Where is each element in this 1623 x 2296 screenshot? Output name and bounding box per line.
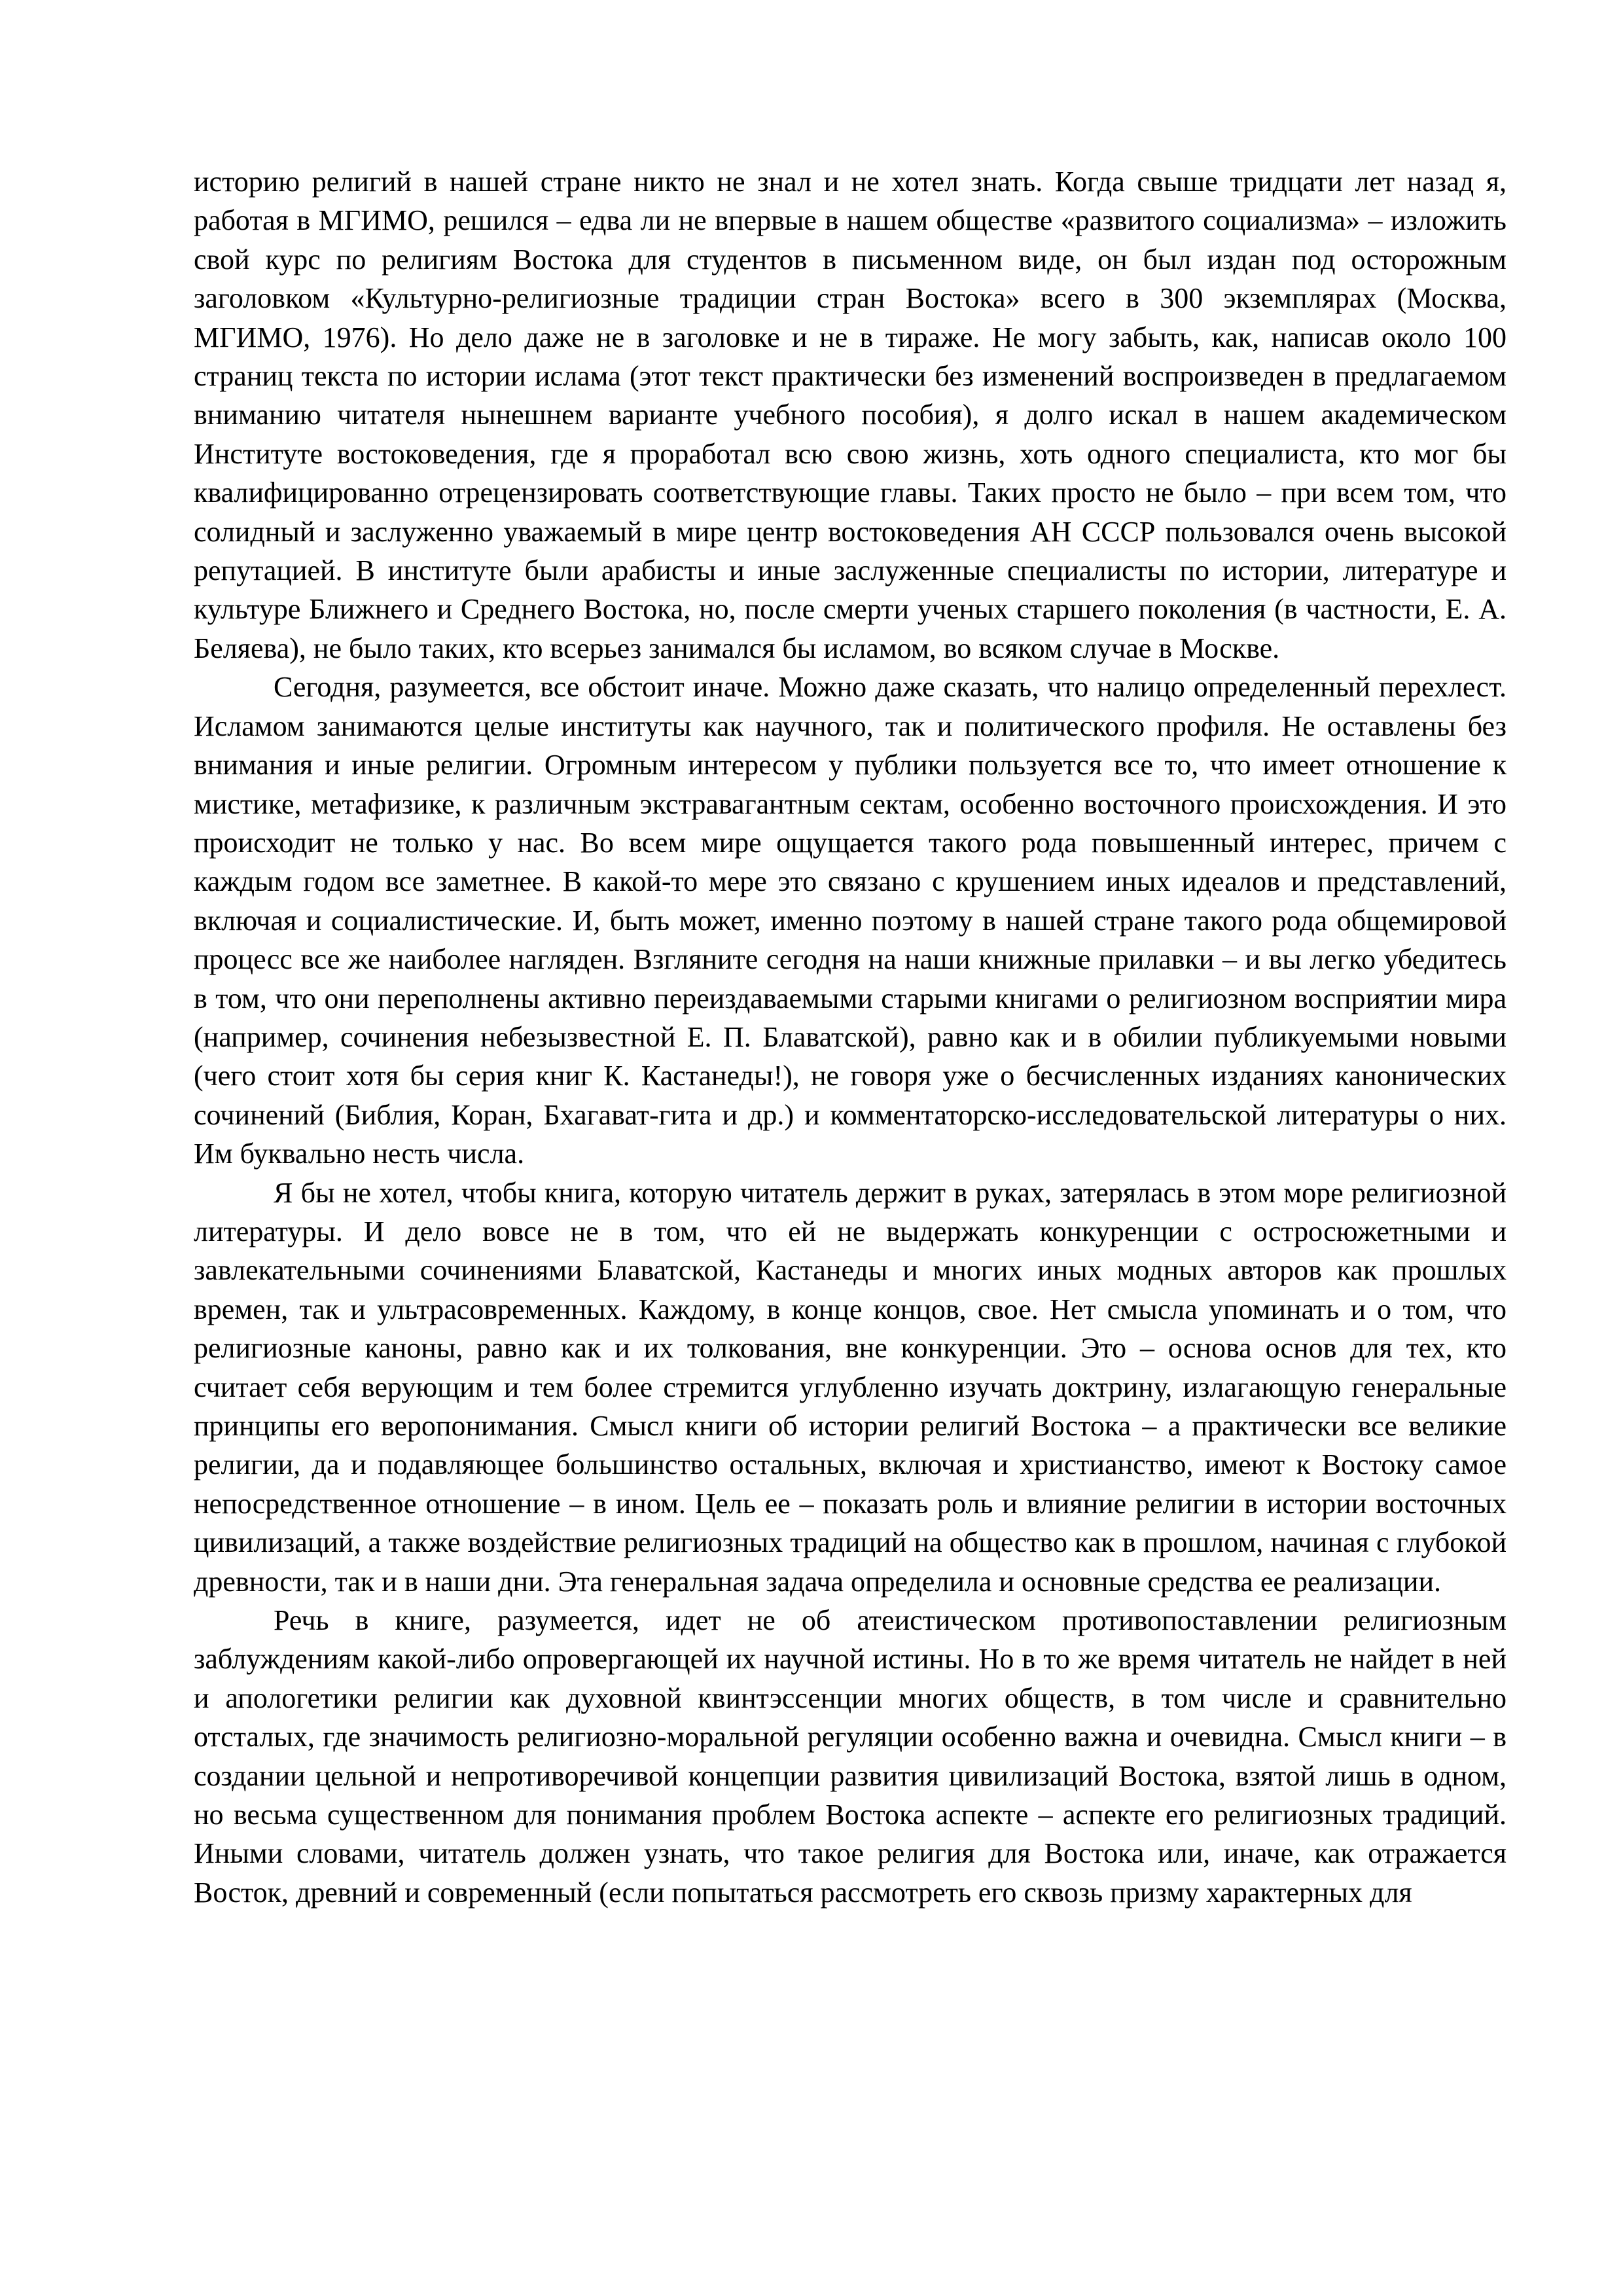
document-page [194,162,1507,1912]
paragraph-3: Я бы не хотел, чтобы книга, которую читатель держит в руках, затерялась в этом море религиозной литературы. И дело вовсе не в том, что ей не выдержать конкуренции с остросюжетными и завлекательными сочинениями Блаватской, Кастанеды и многих иных модных авторов как прошлых времен, так и ультрасовременных. Каждому, в конце концов, свое. Нет смысла упоминать и о том, что религиозные каноны, равно как и их толкования, вне конкуренции. Это – основа основ для тех, кто считает себя верующим и тем более стремится углубленно изучать доктрину, излагающую генеральные принципы его веропонимания. Смысл книги об истории религий Востока – а практически все великие религии, да и подавляющее большинство остальных, включая и христианство, имеют к Востоку самое непосредственное отношение – в ином. Цель ее – показать роль и влияние религии в истории восточных цивилизаций, а также воздействие религиозных традиций на общество как в прошлом, начиная с глубокой древности, так и в наши дни. Эта генеральная задача определила и основные средства ее реализации. [194,1176,1507,1598]
paragraph-1: историю религий в нашей стране никто не знал и не хотел знать. Когда свыше тридцати лет назад я, работая в МГИМО, решился – едва ли не впервые в нашем обществе «развитого социализма» – изложить свой курс по религиям Востока для студентов в письменном виде, он был издан под осторожным заголовком «Культурно-религиозные традиции стран Востока» всего в 300 экземплярах (Москва, МГИМО, 1976). Но дело даже не в заголовке и не в тираже. Не могу забыть, как, написав около 100 страниц текста по истории ислама (этот текст практически без изменений воспроизведен в предлагаемом вниманию читателя нынешнем варианте учебного пособия), я долго искал в нашем академическом Институте востоковедения, где я проработал всю свою жизнь, хоть одного специалиста, кто мог бы квалифицированно отрецензировать соответствующие главы. Таких просто не было – при всем том, что солидный и заслуженно уважаемый в мире центр востоковедения АН СССР пользовался очень высокой репутацией. В институте были арабисты и иные заслуженные специалисты по истории, литературе и культуре Ближнего и Среднего Востока, но, после смерти ученых старшего поколения (в частности, Е. А. Беляева), не было таких, кто всерьез занимался бы исламом, во всяком случае в Москве. [194,166,1507,664]
paragraph-4: Речь в книге, разумеется, идет не об атеистическом противопоставлении религиозным заблуждениям какой-либо опровергающей их научной истины. Но в то же время читатель не найдет в ней и апологетики религии как духовной квинтэссенции многих обществ, в том числе и сравнительно отсталых, где значимость религиозно-моральной регуляции особенно важна и очевидна. Смысл книги – в создании цельной и непротиворечивой концепции развития цивилизаций Востока, взятой лишь в одном, но весьма существенном для понимания проблем Востока аспекте – аспекте его религиозных традиций. Иными словами, читатель должен узнать, что такое религия для Востока или, иначе, как отражается Восток, древний и современный (если попытаться рассмотреть его сквозь призму характерных для [194,1604,1507,1909]
paragraph-2: Сегодня, разумеется, все обстоит иначе. Можно даже сказать, что налицо определенный перехлест. Исламом занимаются целые институты как научного, так и политического профиля. Не оставлены без внимания и иные религии. Огромным интересом у публики пользуется все то, что имеет отношение к мистике, метафизике, к различным экстравагантным сектам, особенно восточного происхождения. И это происходит не только у нас. Во всем мире ощущается такого рода повышенный интерес, причем с каждым годом все заметнее. В какой-то мере это связано с крушением иных идеалов и представлений, включая и социалистические. И, быть может, именно поэтому в нашей стране такого рода общемировой процесс все же наиболее нагляден. Взгляните сегодня на наши книжные прилавки – и вы легко убедитесь в том, что они переполнены активно переиздаваемыми старыми книгами о религиозном восприятии мира (например, сочинения небезызвестной Е. П. Блаватской), равно как и в обилии публикуемыми новыми (чего стоит хотя бы серия книг К. Кастанеды!), не говоря уже о бесчисленных изданиях канонических сочинений (Библия, Коран, Бхагават-гита и др.) и комментаторско-исследовательской литературы о них. Им буквально несть числа. [194,671,1507,1170]
